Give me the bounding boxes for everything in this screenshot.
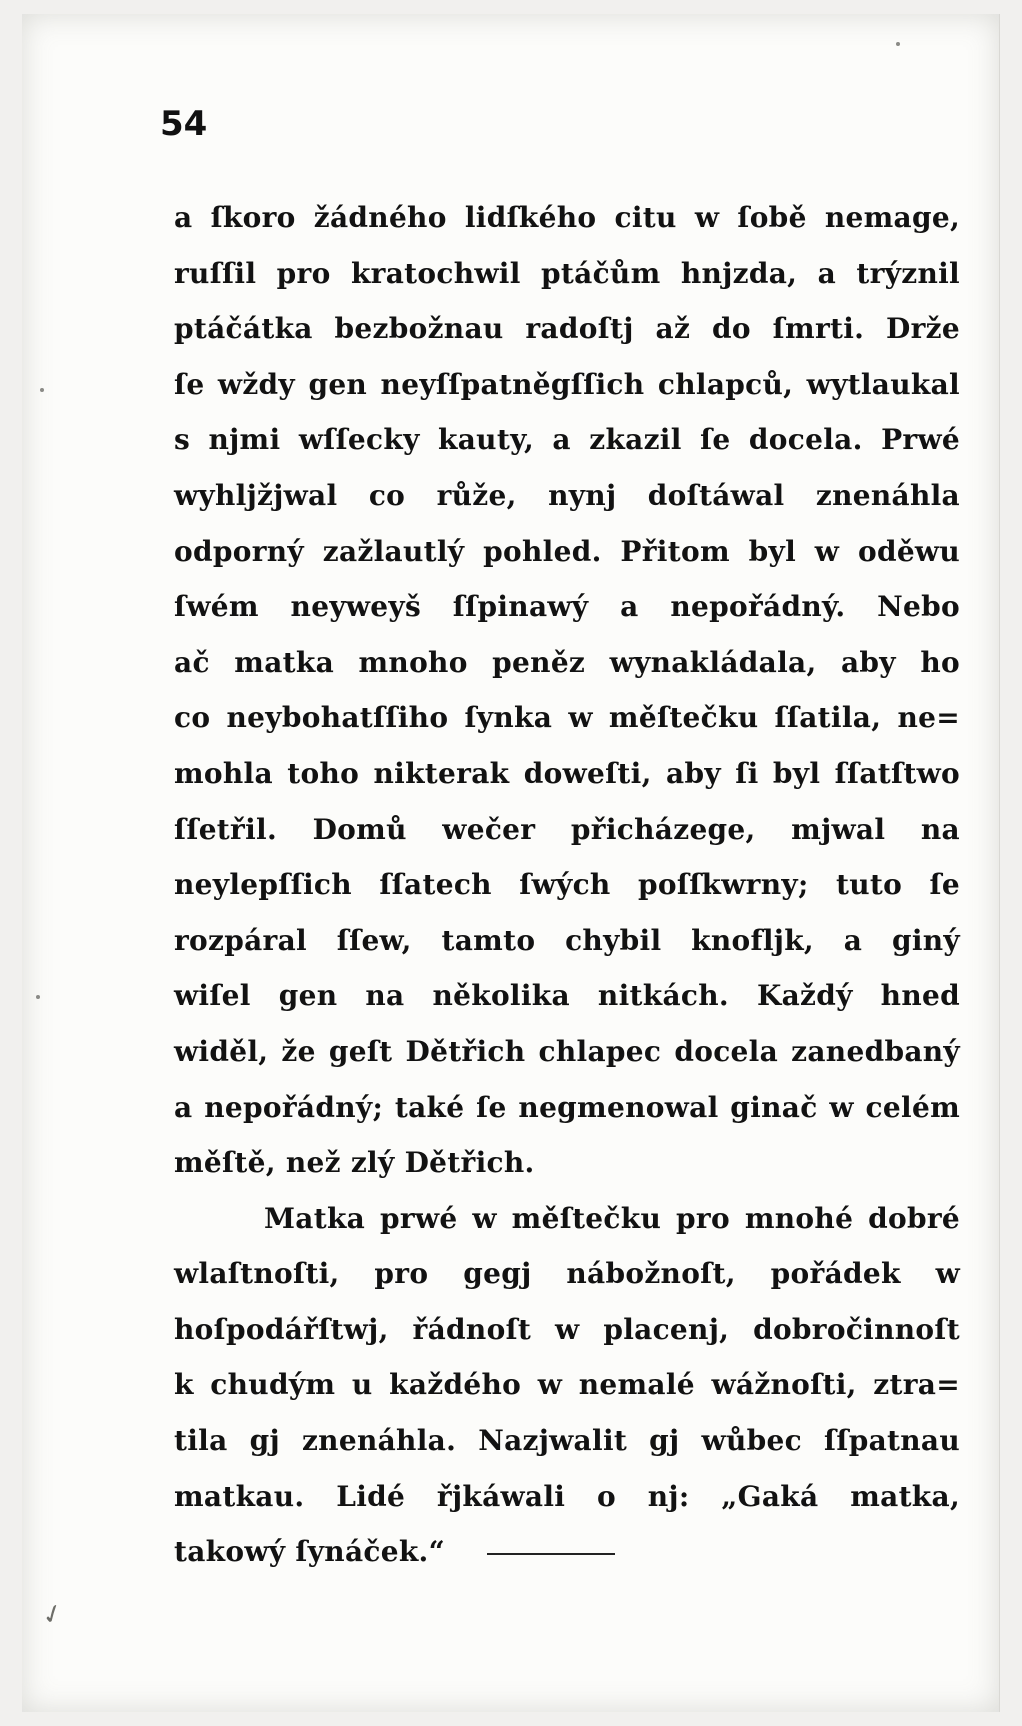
text-line: a nepořádný; také ſe negmenowal ginač w celém — [174, 1090, 960, 1124]
text-line: wlaſtnoſti, pro gegj nábožnoſt, pořádek w — [174, 1257, 960, 1291]
closing-text: takowý ſynáček.“ — [174, 1535, 446, 1569]
text-line: widěl, že geſt Dětřich chlapec docela zanedbaný — [174, 1034, 960, 1068]
text-line: wiſel gen na několika nitkách. Každý hned — [174, 979, 960, 1013]
text-line: wyhljžjwal co růže, nynj doſtáwal znenáhla — [174, 478, 960, 512]
page-number: 54 — [160, 104, 208, 144]
text-line: mohla toho nikterak doweſti, aby ſi byl ſſatſtwo — [174, 756, 960, 790]
text-line: ruſſil pro kratochwil ptáčům hnjzda, a trýznil — [174, 256, 960, 290]
text-line: co neybohatſſiho ſynka w měſtečku ſſatila, ne= — [174, 701, 960, 735]
text-line: ptáčátka bezbožnau radoſtj až do ſmrti. Drže — [174, 312, 960, 346]
text-line: a ſkoro žádného lidſkého citu w ſobě nemage, — [174, 201, 960, 234]
body-text — [174, 190, 960, 1580]
text-line: matkau. Lidé řjkáwali o nj: „Gaká matka, — [174, 1479, 960, 1513]
text-line: neylepſſich ſſatech ſwých poſſkwrny; tuto ſe — [174, 868, 960, 902]
text-line: měſtě, než zlý Dětřich. — [174, 1146, 535, 1180]
text-line: ſſetřil. Domů wečer přicházege, mjwal na — [174, 812, 960, 846]
text-line: k chudým u každého w nemalé wážnoſti, ztra= — [174, 1368, 960, 1402]
margin-mark-glyph: ✓ — [37, 1597, 69, 1633]
paper-speck — [40, 388, 44, 392]
paper-speck — [36, 995, 40, 999]
text-line: odporný zažlautlý pohled. Přitom byl w oděwu — [174, 534, 960, 568]
paper-speck — [896, 42, 900, 46]
text-line: tila gj znenáhla. Nazjwalit gj wůbec ſſpatnau — [174, 1424, 960, 1458]
text-line: ſe wždy gen neyſſpatněgſſich chlapců, wytlaukal — [174, 367, 960, 401]
text-line: ſwém neyweyš ſſpinawý a nepořádný. Nebo — [174, 590, 960, 624]
text-line: ač matka mnoho peněz wynakládala, aby ho — [174, 645, 960, 679]
book-page — [22, 14, 1000, 1712]
text-line-final — [174, 1524, 960, 1580]
end-rule — [487, 1553, 615, 1555]
text-line: s njmi wſſecky kauty, a zkazil ſe docela. Prwé — [174, 423, 960, 457]
text-line: hoſpodářſtwj, řádnoſt w placenj, dobročinnoſt — [174, 1312, 960, 1346]
text-line: Matka prwé w měſtečku pro mnohé dobré — [264, 1201, 960, 1235]
text-line: rozpáral ſſew, tamto chybil knofljk, a giný — [174, 923, 960, 957]
